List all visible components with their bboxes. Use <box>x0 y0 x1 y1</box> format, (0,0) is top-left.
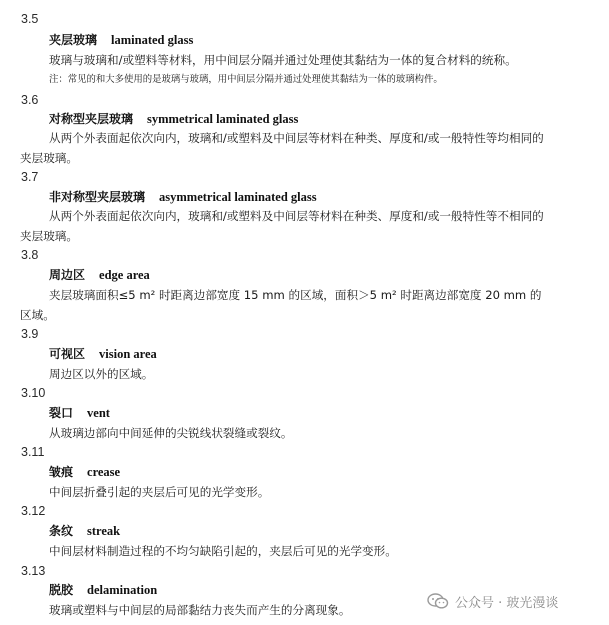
term-english: edge area <box>99 268 150 282</box>
term-definition: 玻璃或塑料与中间层的局部黏结力丧失而产生的分离现象。 <box>49 603 351 617</box>
term-definition: 周边区以外的区域。 <box>49 367 154 381</box>
term-chinese: 脱胶 <box>49 583 74 597</box>
clause-number: 3.13 <box>21 564 46 578</box>
term-definition <box>20 285 600 322</box>
term-english: crease <box>87 465 121 479</box>
term-definition: 从玻璃边部向中间延伸的尖锐线状裂缝或裂纹。 <box>49 426 293 440</box>
term-english: streak <box>87 524 121 538</box>
definition-line-1: 从两个外表面起依次向内，玻璃和/或塑料及中间层等材料在种类、厚度和/或一般特性等不相同的 <box>49 209 544 223</box>
term-heading <box>49 189 317 205</box>
clause-number: 3.7 <box>21 170 39 184</box>
clause-number: 3.5 <box>21 12 39 26</box>
term-chinese: 周边区 <box>49 268 86 282</box>
watermark <box>427 590 558 612</box>
term-note: 注：常见的和大多使用的是玻璃与玻璃，用中间层分隔并通过处理使其黏结为一体的玻璃构件。 <box>49 74 443 85</box>
term-heading <box>49 464 120 480</box>
clause-number: 3.6 <box>21 93 39 107</box>
term-heading <box>49 32 193 48</box>
term-heading <box>49 267 150 283</box>
wechat-icon <box>427 593 449 609</box>
term-heading <box>49 582 157 598</box>
term-heading <box>49 111 298 127</box>
term-chinese: 夹层玻璃 <box>49 33 98 47</box>
clause-number: 3.10 <box>21 386 46 400</box>
term-definition: 玻璃与玻璃和/或塑料等材料，用中间层分隔并通过处理使其黏结为一体的复合材料的统称。 <box>49 53 517 67</box>
term-chinese: 条纹 <box>49 524 74 538</box>
term-chinese: 可视区 <box>49 347 86 361</box>
term-english: vent <box>87 406 110 420</box>
clause-number: 3.12 <box>21 504 46 518</box>
definition-line-2: 夹层玻璃。 <box>20 229 78 243</box>
term-chinese: 对称型夹层玻璃 <box>49 112 134 126</box>
clause-number: 3.9 <box>21 327 39 341</box>
term-heading <box>49 346 157 362</box>
term-chinese: 皱痕 <box>49 465 74 479</box>
term-definition: 中间层材料制造过程的不均匀缺陷引起的，夹层后可见的光学变形。 <box>49 544 397 558</box>
definition-line-2: 夹层玻璃。 <box>20 151 78 165</box>
term-chinese: 非对称型夹层玻璃 <box>49 190 146 204</box>
definition-line-1: 从两个外表面起依次向内，玻璃和/或塑料及中间层等材料在种类、厚度和/或一般特性等均相同的 <box>49 131 544 145</box>
term-heading <box>49 405 110 421</box>
term-english: delamination <box>87 583 158 597</box>
definition-line-1: 夹层玻璃面积≤5 m² 时距离边部宽度 15 mm 的区域，面积＞5 m² 时距离边部宽度 20 mm 的 <box>49 288 542 302</box>
term-definition <box>20 206 600 243</box>
term-heading <box>49 523 120 539</box>
term-english: vision area <box>99 347 157 361</box>
clause-number: 3.8 <box>21 248 39 262</box>
term-chinese: 裂口 <box>49 406 74 420</box>
term-english: asymmetrical laminated glass <box>159 190 317 204</box>
term-english: laminated glass <box>111 33 194 47</box>
term-english: symmetrical laminated glass <box>147 112 299 126</box>
definition-line-2: 区域。 <box>20 308 55 322</box>
clause-number: 3.11 <box>21 445 45 459</box>
term-definition <box>20 128 600 165</box>
watermark-text: 公众号 · 玻光漫谈 <box>455 595 559 611</box>
term-definition: 中间层折叠引起的夹层后可见的光学变形。 <box>49 485 270 499</box>
